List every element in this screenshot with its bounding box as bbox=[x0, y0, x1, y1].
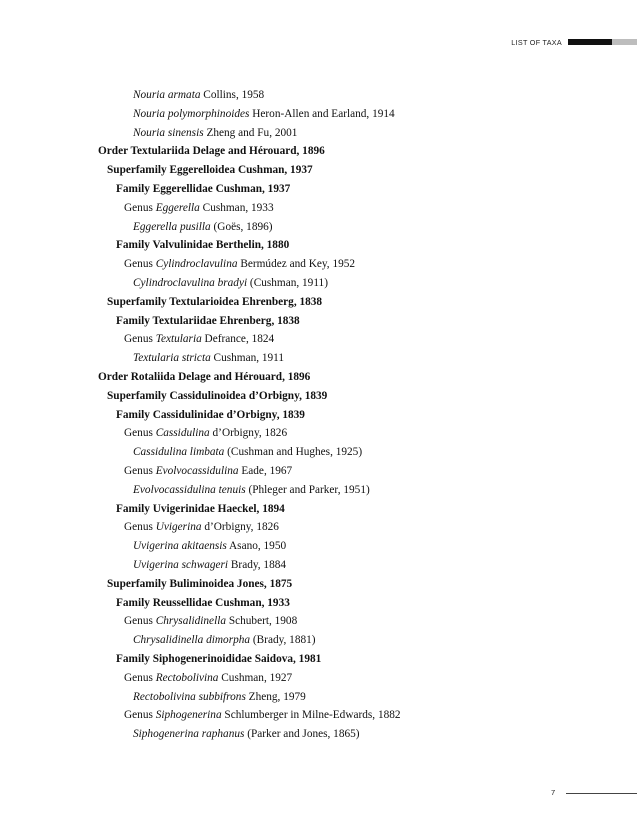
taxon-entry bbox=[0, 500, 637, 519]
taxon-authority: Schlumberger in Milne-Edwards, 1882 bbox=[221, 709, 401, 722]
taxon-name: Family Siphogenerinoididae Saidova, 1981 bbox=[116, 652, 322, 665]
running-header-label: LIST OF TAXA bbox=[511, 38, 562, 47]
taxon-rank-prefix: Genus bbox=[124, 258, 156, 271]
taxon-entry bbox=[0, 349, 637, 368]
taxon-entry bbox=[0, 518, 637, 537]
taxon-rank-prefix: Genus bbox=[124, 201, 156, 214]
taxon-authority: Asano, 1950 bbox=[226, 540, 287, 553]
taxon-entry bbox=[0, 556, 637, 575]
taxon-rank-prefix: Genus bbox=[124, 521, 156, 534]
taxon-entry bbox=[0, 612, 637, 631]
taxon-authority: (Phleger and Parker, 1951) bbox=[245, 483, 370, 496]
header-accent-bar bbox=[568, 39, 612, 45]
taxon-entry bbox=[0, 330, 637, 349]
taxon-authority: Zheng and Fu, 2001 bbox=[203, 126, 298, 139]
page-number: 7 bbox=[551, 788, 556, 797]
taxon-entry bbox=[0, 368, 637, 387]
taxon-name: Superfamily Cassidulinoidea d’Orbigny, 1839 bbox=[107, 389, 328, 402]
taxon-authority: (Parker and Jones, 1865) bbox=[244, 728, 360, 741]
taxon-name: Nouria armata bbox=[133, 89, 201, 101]
taxon-authority: d’Orbigny, 1826 bbox=[209, 427, 288, 440]
taxon-entry bbox=[0, 424, 637, 443]
taxon-name: Nouria polymorphinoides bbox=[133, 107, 250, 120]
taxon-rank-prefix: Genus bbox=[124, 427, 156, 440]
taxon-entry bbox=[0, 631, 637, 650]
taxon-authority: Brady, 1884 bbox=[228, 558, 287, 571]
taxon-authority: (Cushman and Hughes, 1925) bbox=[224, 446, 363, 459]
taxon-authority: Cushman, 1911 bbox=[210, 352, 285, 365]
taxon-entry bbox=[0, 669, 637, 688]
taxon-name: Family Valvulinidae Berthelin, 1880 bbox=[116, 239, 290, 252]
taxon-rank-prefix: Genus bbox=[124, 615, 156, 628]
taxon-name: Uvigerina akitaensis bbox=[133, 540, 227, 553]
taxon-authority: (Brady, 1881) bbox=[250, 634, 316, 647]
taxon-authority: Cushman, 1933 bbox=[199, 201, 274, 214]
taxon-name: Superfamily Textularioidea Ehrenberg, 1838 bbox=[107, 295, 323, 308]
taxon-entry bbox=[0, 236, 637, 255]
taxon-entry bbox=[0, 537, 637, 556]
taxon-entry bbox=[0, 255, 637, 274]
taxon-name: Family Eggerellidae Cushman, 1937 bbox=[116, 182, 291, 195]
taxon-entry bbox=[0, 594, 637, 613]
taxon-entry bbox=[0, 142, 637, 161]
taxon-name: Order Rotaliida Delage and Hérouard, 1896 bbox=[98, 370, 311, 383]
taxon-authority: Collins, 1958 bbox=[200, 89, 265, 101]
taxon-entry bbox=[0, 575, 637, 594]
taxon-entry bbox=[0, 161, 637, 180]
taxa-list bbox=[0, 86, 637, 744]
taxon-name: Eggerella pusilla bbox=[133, 220, 211, 233]
taxon-name: Uvigerina bbox=[155, 521, 202, 534]
taxon-entry bbox=[0, 706, 637, 725]
taxon-entry bbox=[0, 443, 637, 462]
taxon-authority: Defrance, 1824 bbox=[201, 333, 275, 346]
taxon-name: Cassidulina bbox=[155, 427, 210, 440]
taxon-name: Rectobolivina bbox=[155, 671, 219, 684]
taxon-entry bbox=[0, 86, 637, 105]
taxon-name: Family Reussellidae Cushman, 1933 bbox=[116, 596, 290, 609]
taxon-name: Rectobolivina subbifrons bbox=[133, 690, 246, 703]
taxon-name: Siphogenerina bbox=[155, 709, 222, 722]
taxon-entry bbox=[0, 180, 637, 199]
taxon-name: Textularia bbox=[155, 333, 202, 346]
running-header bbox=[0, 38, 637, 48]
taxon-entry bbox=[0, 650, 637, 669]
taxon-authority: Eade, 1967 bbox=[238, 464, 293, 477]
taxon-entry bbox=[0, 274, 637, 293]
taxon-entry bbox=[0, 387, 637, 406]
taxon-authority: (Cushman, 1911) bbox=[247, 276, 328, 289]
taxon-entry bbox=[0, 462, 637, 481]
taxon-authority: Schubert, 1908 bbox=[226, 615, 298, 628]
header-accent-bar-light bbox=[612, 39, 637, 45]
taxon-name: Superfamily Buliminoidea Jones, 1875 bbox=[107, 577, 293, 590]
taxon-authority: Zheng, 1979 bbox=[245, 690, 306, 703]
taxon-rank-prefix: Genus bbox=[124, 709, 156, 722]
taxon-entry bbox=[0, 312, 637, 331]
taxon-name: Eggerella bbox=[155, 201, 200, 214]
taxon-authority: d’Orbigny, 1826 bbox=[201, 521, 279, 534]
taxon-name: Evolvocassidulina bbox=[155, 464, 239, 477]
taxon-entry bbox=[0, 406, 637, 425]
taxon-entry bbox=[0, 688, 637, 707]
taxon-name: Evolvocassidulina tenuis bbox=[133, 483, 246, 496]
taxon-name: Cassidulina limbata bbox=[133, 446, 225, 459]
page-footer bbox=[0, 787, 637, 799]
taxon-name: Cylindroclavulina bradyi bbox=[133, 276, 248, 289]
taxon-authority: Cushman, 1927 bbox=[218, 671, 293, 684]
taxon-entry bbox=[0, 725, 637, 744]
taxon-rank-prefix: Genus bbox=[124, 671, 156, 684]
taxon-entry bbox=[0, 293, 637, 312]
footer-rule bbox=[566, 793, 637, 794]
taxon-name: Order Textulariida Delage and Hérouard, 1896 bbox=[98, 145, 325, 158]
taxon-name: Family Uvigerinidae Haeckel, 1894 bbox=[116, 502, 285, 515]
taxon-entry bbox=[0, 481, 637, 500]
taxon-name: Superfamily Eggerelloidea Cushman, 1937 bbox=[107, 164, 313, 177]
taxon-entry bbox=[0, 218, 637, 237]
taxon-name: Uvigerina schwageri bbox=[133, 558, 229, 571]
taxon-rank-prefix: Genus bbox=[124, 333, 156, 346]
taxon-name: Chrysalidinella dimorpha bbox=[133, 634, 251, 647]
taxon-name: Nouria sinensis bbox=[133, 126, 204, 139]
taxon-rank-prefix: Genus bbox=[124, 464, 156, 477]
taxon-name: Siphogenerina raphanus bbox=[133, 728, 245, 741]
taxon-name: Family Cassidulinidae d’Orbigny, 1839 bbox=[116, 408, 305, 421]
taxon-name: Textularia stricta bbox=[133, 352, 211, 365]
taxon-name: Cylindroclavulina bbox=[155, 258, 238, 271]
taxon-authority: Heron-Allen and Earland, 1914 bbox=[249, 107, 395, 120]
taxon-name: Family Textulariidae Ehrenberg, 1838 bbox=[116, 314, 300, 327]
taxon-entry bbox=[0, 105, 637, 124]
taxon-name: Chrysalidinella bbox=[155, 615, 226, 628]
taxon-entry bbox=[0, 199, 637, 218]
taxon-entry bbox=[0, 124, 637, 143]
taxon-authority: Bermúdez and Key, 1952 bbox=[237, 258, 356, 271]
taxon-authority: (Goës, 1896) bbox=[210, 220, 273, 233]
